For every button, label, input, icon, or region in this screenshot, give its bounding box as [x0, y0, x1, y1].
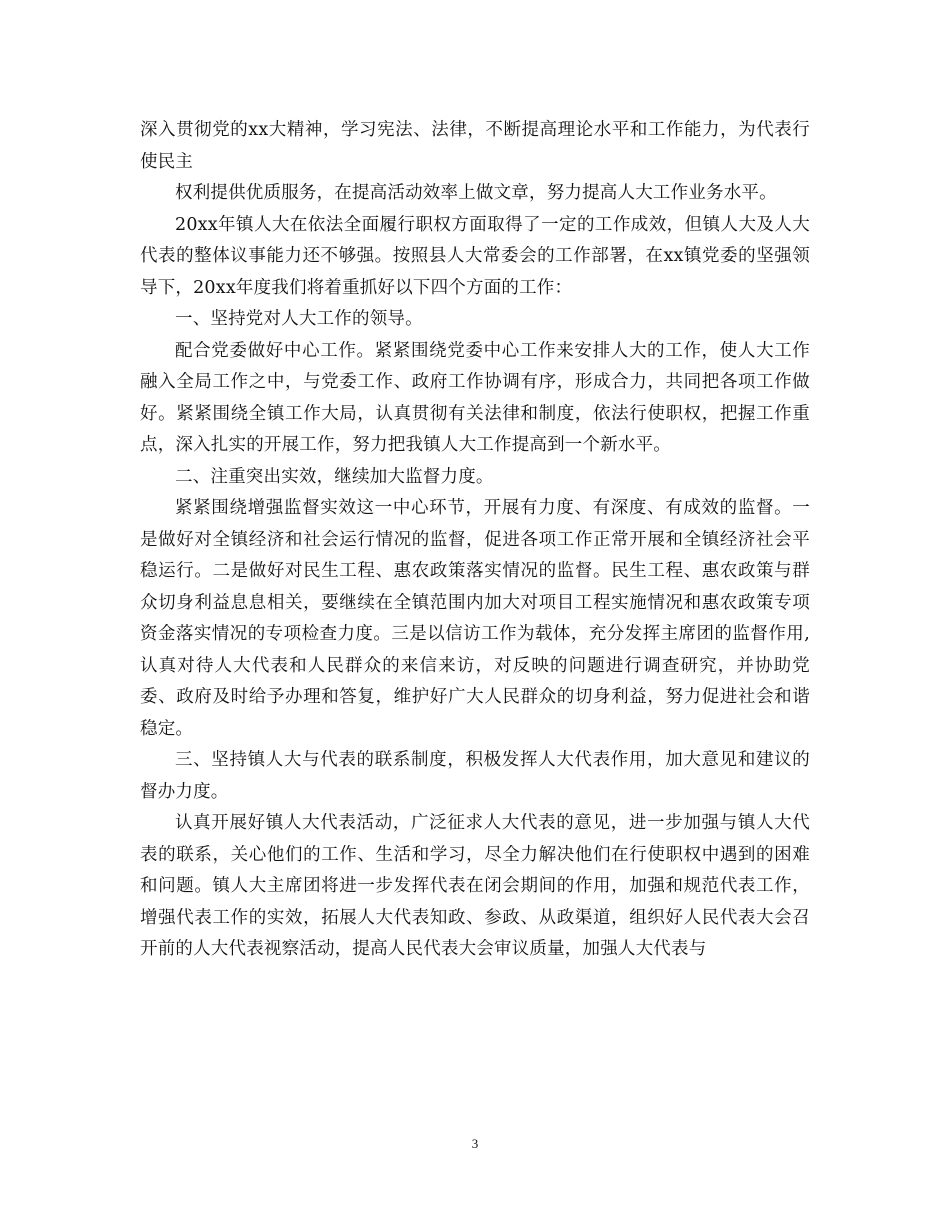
- paragraph: 认真开展好镇人大代表活动，广泛征求人大代表的意见，进一步加强与镇人大代表的联系，关心他们的工作、生活和学习，尽全力解决他们在行使职权中遇到的困难和问题。镇人大主席团将进一步发挥代表在闭会期间的作用，加强和规范代表工作，增强代表工作的实效，拓展人大代表知政、参政、从政渠道，组织好人民代表大会召开前的人大代表视察活动，提高人民代表大会审议质量，加强人大代表与: [140, 813, 810, 959]
- document-body: [140, 115, 810, 966]
- paragraph: 深入贯彻党的xx大精神，学习宪法、法律，不断提高理论水平和工作能力，为代表行使民主: [140, 120, 810, 172]
- paragraph: 权利提供优质服务，在提高活动效率上做文章，努力提高人大工作业务水平。: [175, 183, 777, 203]
- paragraph: 紧紧围绕增强监督实效这一中心环节，开展有力度、有深度、有成效的监督。一是做好对全镇经济和社会运行情况的监督，促进各项工作正常开展和全镇经济社会平稳运行。二是做好对民生工程、惠农政策落实情况的监督。民生工程、惠农政策与群众切身利益息息相关，要继续在全镇范围内加大对项目工程实施情况和惠农政策专项资金落实情况的专项检查力度。三是以信访工作为载体，充分发挥主席团的监督作用,认真对待人大代表和人民群众的来信来访，对反映的问题进行调查研究，并协助党委、政府及时给予办理和答复，维护好广大人民群众的切身利益，努力促进社会和谐稳定。: [140, 498, 810, 739]
- paragraph: 配合党委做好中心工作。紧紧围绕党委中心工作来安排人大的工作，使人大工作融入全局工作之中，与党委工作、政府工作协调有序，形成合力，共同把各项工作做好。紧紧围绕全镇工作大局，认真贯彻有关法律和制度，依法行使职权，把握工作重点，深入扎实的开展工作，努力把我镇人大工作提高到一个新水平。: [140, 340, 810, 455]
- page-number: 3: [471, 1136, 479, 1151]
- section-heading: 二、注重突出实效，继续加大监督力度。: [175, 466, 494, 487]
- section-heading: 三、坚持镇人大与代表的联系制度，积极发挥人大代表作用，加大意见和建议的督办力度。: [140, 750, 810, 802]
- paragraph: 20xx年镇人大在依法全面履行职权方面取得了一定的工作成效，但镇人大及人大代表的整体议事能力还不够强。按照县人大常委会的工作部署，在xx镇党委的坚强领导下，20xx年度我们将着重抓好以下四个方面的工作：: [140, 214, 810, 298]
- section-heading: 一、坚持党对人大工作的领导。: [175, 309, 423, 329]
